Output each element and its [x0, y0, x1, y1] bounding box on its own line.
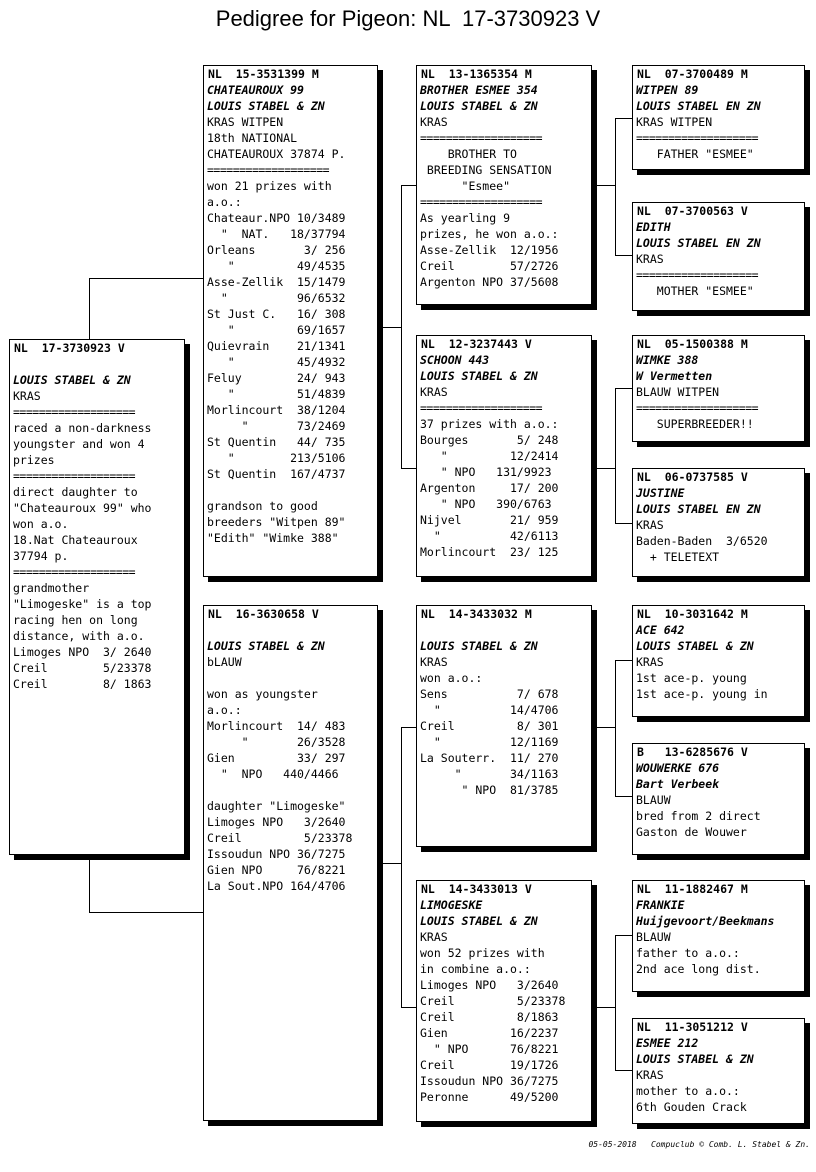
info-line: Creil 57/2726: [420, 259, 559, 273]
pigeon-name: WITPEN 89: [636, 83, 699, 97]
info-line: + TELETEXT: [636, 550, 720, 564]
info-line: Nijvel 21/ 959: [420, 513, 559, 527]
info-line: BROTHER TO: [420, 147, 517, 161]
info-line: As yearling 9: [420, 211, 511, 225]
info-line: Gien 16/2237: [420, 1026, 559, 1040]
info-line: " 34/1163: [420, 767, 559, 781]
info-line: KRAS: [636, 1068, 664, 1082]
pigeon-card-ggm-3: [632, 743, 805, 855]
separator-line: ===================: [636, 268, 759, 282]
info-line: " NPO 440/4466: [207, 767, 339, 781]
info-line: KRAS: [13, 389, 41, 403]
info-line: Orleans 3/ 256: [207, 243, 346, 257]
info-line: "Chateauroux 99" who: [13, 501, 152, 515]
pigeon-card-father: [203, 65, 378, 577]
info-line: daughter "Limogeske": [207, 799, 346, 813]
pigeon-name: ESMEE 212: [636, 1036, 699, 1050]
info-line: won a.o.:: [420, 671, 483, 685]
info-line: St Quentin 167/4737: [207, 467, 346, 481]
info-line: prizes, he won a.o.:: [420, 227, 559, 241]
info-line: St Quentin 44/ 735: [207, 435, 346, 449]
info-line: 1st ace-p. young: [636, 671, 747, 685]
breeder-name: LOUIS STABEL EN ZN: [636, 99, 761, 113]
info-line: [207, 670, 374, 686]
info-line: KRAS: [636, 518, 664, 532]
ring-number: NL 11-3051212 V: [637, 1020, 748, 1034]
info-line: direct daughter to: [13, 485, 138, 499]
info-line: MOTHER "ESMEE": [636, 284, 754, 298]
info-line: KRAS: [420, 385, 448, 399]
breeder-name: LOUIS STABEL & ZN: [207, 99, 325, 113]
info-line: 2nd ace long dist.: [636, 962, 761, 976]
breeder-name: Huijgevoort/Beekmans: [636, 914, 775, 928]
info-line: Peronne 49/5200: [420, 1090, 559, 1104]
info-line: " NPO 81/3785: [420, 783, 559, 797]
info-line: Bourges 5/ 248: [420, 433, 559, 447]
info-line: KRAS: [420, 115, 448, 129]
info-line: bred from 2 direct: [636, 809, 761, 823]
pigeon-name: CHATEAUROUX 99: [207, 83, 304, 97]
ring-number: B 13-6285676 V: [637, 745, 748, 759]
info-line: prizes: [13, 453, 55, 467]
info-line: BLAUW WITPEN: [636, 385, 720, 399]
info-line: "Edith" "Wimke 388": [207, 531, 339, 545]
info-line: La Souterr. 11/ 270: [420, 751, 559, 765]
breeder-name: LOUIS STABEL & ZN: [420, 99, 538, 113]
info-line: KRAS: [420, 930, 448, 944]
info-line: "Esmee": [420, 179, 511, 193]
info-line: a.o.:: [207, 703, 242, 717]
info-line: " NPO 131/9923: [420, 465, 552, 479]
breeder-name: LOUIS STABEL EN ZN: [636, 236, 761, 250]
footer-credit: 05-05-2018 Compuclub © Comb. L. Stabel & Zn.: [588, 1140, 810, 1149]
separator-line: ===================: [636, 401, 759, 415]
info-line: " 96/6532: [207, 291, 346, 305]
ring-number: NL 12-3237443 V: [421, 337, 532, 351]
info-line: KRAS: [636, 252, 664, 266]
pigeon-name: WOUWERKE 676: [636, 761, 720, 775]
info-line: " 69/1657: [207, 323, 346, 337]
ring-number: NL 07-3700563 V: [637, 204, 748, 218]
info-line: CHATEAUROUX 37874 P.: [207, 147, 346, 161]
info-line: raced a non-darkness: [13, 421, 152, 435]
info-line: " 12/2414: [420, 449, 559, 463]
info-line: Issoudun NPO 36/7275: [420, 1074, 559, 1088]
info-line: "Limogeske" is a top: [13, 597, 152, 611]
info-line: in combine a.o.:: [420, 962, 531, 976]
pigeon-name: BROTHER ESMEE 354: [420, 83, 538, 97]
info-line: father to a.o.:: [636, 946, 740, 960]
ring-number: NL 17-3730923 V: [14, 341, 125, 355]
ring-number: NL 15-3531399 M: [208, 67, 319, 81]
info-line: " 42/6113: [420, 529, 559, 543]
info-line: Chateaur.NPO 10/3489: [207, 211, 346, 225]
info-line: " 12/1169: [420, 735, 559, 749]
pigeon-card-ggf-1: [632, 65, 805, 170]
pigeon-card-ggm-1: [632, 202, 805, 311]
breeder-name: W Vermetten: [636, 369, 713, 383]
info-line: mother to a.o.:: [636, 1084, 740, 1098]
breeder-name: LOUIS STABEL & ZN: [636, 639, 754, 653]
info-line: Gien 33/ 297: [207, 751, 346, 765]
info-line: won as youngster: [207, 687, 318, 701]
breeder-name: LOUIS STABEL & ZN: [420, 639, 538, 653]
info-line: Limoges NPO 3/2640: [420, 978, 559, 992]
info-line: Morlincourt 23/ 125: [420, 545, 559, 559]
info-line: BLAUW: [636, 930, 671, 944]
ring-number: NL 07-3700489 M: [637, 67, 748, 81]
pigeon-name: ACE 642: [636, 623, 685, 637]
breeder-name: LOUIS STABEL EN ZN: [636, 502, 761, 516]
info-line: Asse-Zellik 12/1956: [420, 243, 559, 257]
info-line: won a.o.: [13, 517, 69, 531]
pigeon-card-paternal-grandmother: [416, 335, 592, 577]
info-line: KRAS: [420, 655, 448, 669]
info-line: racing hen on long: [13, 613, 138, 627]
pigeon-name: JUSTINE: [636, 486, 685, 500]
breeder-name: LOUIS STABEL & ZN: [420, 369, 538, 383]
info-line: youngster and won 4: [13, 437, 145, 451]
pigeon-card-maternal-grandmother: [416, 880, 592, 1122]
ring-number: NL 11-1882467 M: [637, 882, 748, 896]
separator-line: ===================: [420, 131, 543, 145]
ring-number: NL 16-3630658 V: [208, 607, 319, 621]
info-line: bLAUW: [207, 655, 242, 669]
info-line: [207, 482, 374, 498]
info-line: Argenton 17/ 200: [420, 481, 559, 495]
pigeon-card-paternal-grandfather: [416, 65, 592, 305]
info-line: " NAT. 18/37794: [207, 227, 346, 241]
info-line: breeders "Witpen 89": [207, 515, 346, 529]
pigeon-name: WIMKE 388: [636, 353, 699, 367]
info-line: Feluy 24/ 943: [207, 371, 346, 385]
info-line: grandson to good: [207, 499, 318, 513]
pigeon-card-ggf-3: [632, 605, 805, 717]
info-line: [207, 782, 374, 798]
info-line: a.o.:: [207, 195, 242, 209]
info-line: BLAUW: [636, 793, 671, 807]
info-line: Creil 8/1863: [420, 1010, 559, 1024]
info-line: Issoudun NPO 36/7275: [207, 847, 346, 861]
info-line: 1st ace-p. young in: [636, 687, 768, 701]
info-line: Creil 8/ 301: [420, 719, 559, 733]
info-line: distance, with a.o.: [13, 629, 145, 643]
info-line: St Just C. 16/ 308: [207, 307, 346, 321]
info-line: grandmother: [13, 581, 90, 595]
pigeon-name: FRANKIE: [636, 898, 685, 912]
info-line: Creil 19/1726: [420, 1058, 559, 1072]
info-line: BREEDING SENSATION: [420, 163, 552, 177]
pigeon-card-ggf-4: [632, 880, 805, 992]
info-line: [420, 622, 588, 638]
info-line: Limoges NPO 3/ 2640: [13, 645, 152, 659]
separator-line: ===================: [420, 401, 543, 415]
info-line: " NPO 76/8221: [420, 1042, 559, 1056]
info-line: Creil 8/ 1863: [13, 677, 152, 691]
info-line: Argenton NPO 37/5608: [420, 275, 559, 289]
info-line: Morlincourt 14/ 483: [207, 719, 346, 733]
info-line: Gaston de Wouwer: [636, 825, 747, 839]
separator-line: ===================: [13, 565, 136, 579]
info-line: " 14/4706: [420, 703, 559, 717]
breeder-name: LOUIS STABEL & ZN: [636, 1052, 754, 1066]
info-line: Gien NPO 76/8221: [207, 863, 346, 877]
pigeon-card-ggm-4: [632, 1018, 805, 1124]
info-line: Creil 5/23378: [13, 661, 152, 675]
info-line: [207, 622, 374, 638]
info-line: FATHER "ESMEE": [636, 147, 754, 161]
info-line: " 213/5106: [207, 451, 346, 465]
info-line: " 51/4839: [207, 387, 346, 401]
breeder-name: LOUIS STABEL & ZN: [207, 639, 325, 653]
ring-number: NL 06-0737585 V: [637, 470, 748, 484]
separator-line: ===================: [420, 195, 543, 209]
info-line: 18.Nat Chateauroux: [13, 533, 138, 547]
info-line: 37 prizes with a.o.:: [420, 417, 559, 431]
breeder-name: LOUIS STABEL & ZN: [420, 914, 538, 928]
info-line: KRAS WITPEN: [207, 115, 284, 129]
ring-number: NL 14-3433032 M: [421, 607, 532, 621]
info-line: " 49/4535: [207, 259, 346, 273]
info-line: Sens 7/ 678: [420, 687, 559, 701]
pigeon-card-ggm-2: [632, 468, 805, 577]
info-line: Creil 5/23378: [207, 831, 353, 845]
separator-line: ===================: [13, 469, 136, 483]
ring-number: NL 05-1500388 M: [637, 337, 748, 351]
ring-number: NL 10-3031642 M: [637, 607, 748, 621]
pigeon-name: LIMOGESKE: [420, 898, 483, 912]
info-line: KRAS: [636, 655, 664, 669]
pigeon-card-subject: [9, 339, 185, 855]
info-line: Asse-Zellik 15/1479: [207, 275, 346, 289]
info-line: Limoges NPO 3/2640: [207, 815, 346, 829]
pigeon-card-ggf-2: [632, 335, 805, 442]
info-line: Creil 5/23378: [420, 994, 566, 1008]
info-line: 18th NATIONAL: [207, 131, 298, 145]
pigeon-name: SCHOON 443: [420, 353, 490, 367]
info-line: 37794 p.: [13, 549, 69, 563]
pigeon-card-maternal-grandfather: [416, 605, 592, 847]
separator-line: ===================: [13, 405, 136, 419]
info-line: 6th Gouden Crack: [636, 1100, 747, 1114]
info-line: [13, 356, 181, 372]
info-line: KRAS WITPEN: [636, 115, 713, 129]
info-line: won 21 prizes with: [207, 179, 332, 193]
info-line: Quievrain 21/1341: [207, 339, 346, 353]
info-line: La Sout.NPO 164/4706: [207, 879, 346, 893]
pigeon-name: EDITH: [636, 220, 671, 234]
info-line: " 73/2469: [207, 419, 346, 433]
info-line: Morlincourt 38/1204: [207, 403, 346, 417]
info-line: Baden-Baden 3/6520: [636, 534, 768, 548]
ring-number: NL 13-1365354 M: [421, 67, 532, 81]
info-line: won 52 prizes with: [420, 946, 545, 960]
pigeon-card-mother: [203, 605, 378, 1121]
info-line: " 26/3528: [207, 735, 346, 749]
page-title: Pedigree for Pigeon: NL 17-3730923 V: [215, 6, 601, 31]
ring-number: NL 14-3433013 V: [421, 882, 532, 896]
breeder-name: Bart Verbeek: [636, 777, 720, 791]
separator-line: ===================: [636, 131, 759, 145]
info-line: SUPERBREEDER!!: [636, 417, 754, 431]
info-line: " NPO 390/6763: [420, 497, 552, 511]
info-line: " 45/4932: [207, 355, 346, 369]
breeder-name: LOUIS STABEL & ZN: [13, 373, 131, 387]
separator-line: ===================: [207, 163, 330, 177]
